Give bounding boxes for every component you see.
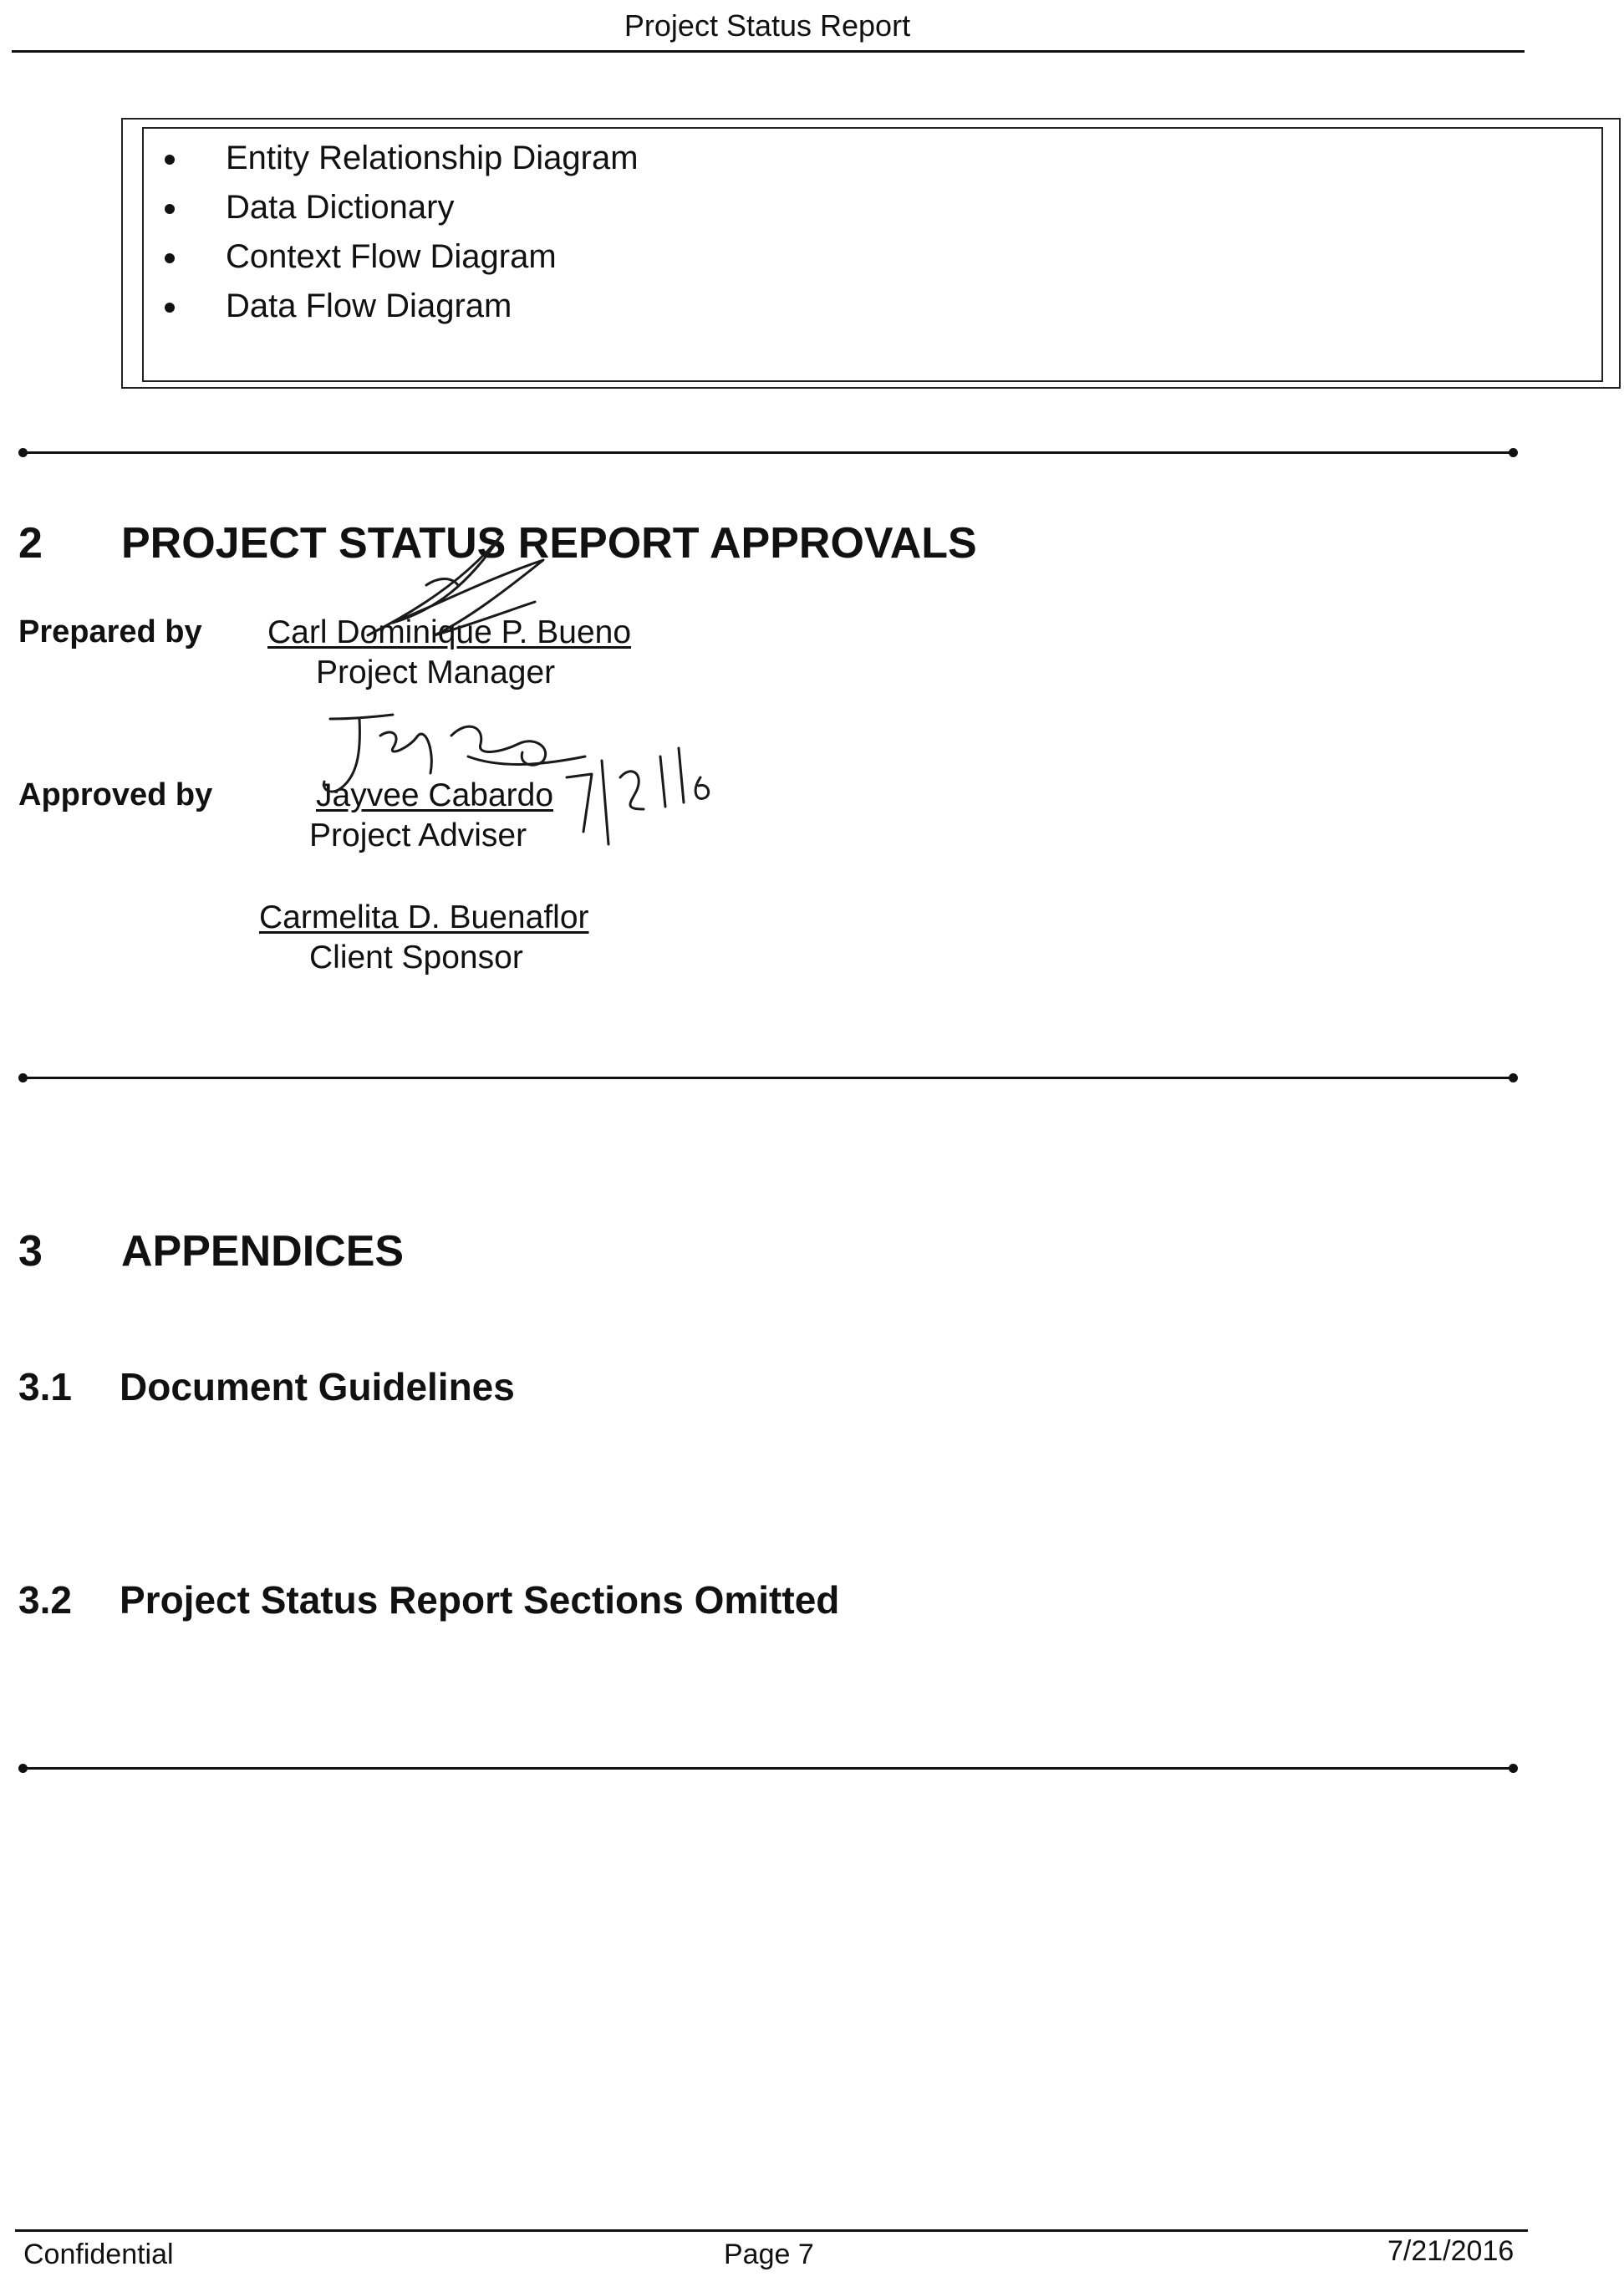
list-item-text: Entity Relationship Diagram: [226, 140, 639, 176]
section-2-number: 2: [18, 519, 43, 568]
approved-by-label: Approved by: [18, 777, 213, 812]
prepared-by-label: Prepared by: [18, 614, 202, 649]
footer-confidential: Confidential: [23, 2239, 174, 2270]
section-separator: [22, 1077, 1515, 1079]
footer-date: 7/21/2016: [1387, 2235, 1515, 2267]
approver-role: Project Adviser: [309, 818, 527, 853]
approver-name: Jayvee Cabardo: [316, 777, 554, 813]
separator-endpoint-left: [18, 1073, 28, 1082]
subsection-3-2-number: 3.2: [18, 1578, 72, 1622]
list-item: [159, 282, 639, 331]
separator-endpoint-right: [1509, 1073, 1518, 1082]
subsection-3-2-title: Project Status Report Sections Omitted: [120, 1578, 840, 1622]
section-separator: [22, 1767, 1515, 1770]
separator-endpoint-left: [18, 448, 28, 457]
list-item: [159, 183, 639, 232]
list-item: [159, 232, 639, 282]
page-header-title: Project Status Report: [624, 8, 911, 43]
preparer-name: Carl Dominique P. Bueno: [267, 614, 632, 650]
header-rule: [12, 50, 1525, 53]
list-item: [159, 134, 639, 183]
list-item-text: Data Dictionary: [226, 189, 455, 226]
section-separator: [22, 451, 1515, 454]
bullet-icon: [165, 303, 175, 313]
separator-endpoint-right: [1509, 1764, 1518, 1773]
footer-rule: [15, 2229, 1528, 2232]
list-item-text: Context Flow Diagram: [226, 238, 557, 275]
list-item-text: Data Flow Diagram: [226, 288, 512, 324]
deliverables-list: [159, 134, 639, 331]
sponsor-name: Carmelita D. Buenaflor: [259, 899, 589, 935]
sponsor-role: Client Sponsor: [309, 940, 523, 975]
separator-endpoint-right: [1509, 448, 1518, 457]
section-3-title: APPENDICES: [121, 1227, 405, 1276]
section-3-number: 3: [18, 1227, 43, 1276]
subsection-3-1-number: 3.1: [18, 1365, 72, 1408]
bullet-icon: [165, 155, 175, 165]
separator-endpoint-left: [18, 1764, 28, 1773]
preparer-role: Project Manager: [316, 655, 556, 690]
handwritten-date: [567, 748, 709, 844]
section-2-title: PROJECT STATUS REPORT APPROVALS: [121, 519, 977, 568]
bullet-icon: [165, 204, 175, 214]
bullet-icon: [165, 253, 175, 263]
footer-page-number: Page 7: [724, 2239, 814, 2270]
subsection-3-1-title: Document Guidelines: [120, 1365, 515, 1408]
